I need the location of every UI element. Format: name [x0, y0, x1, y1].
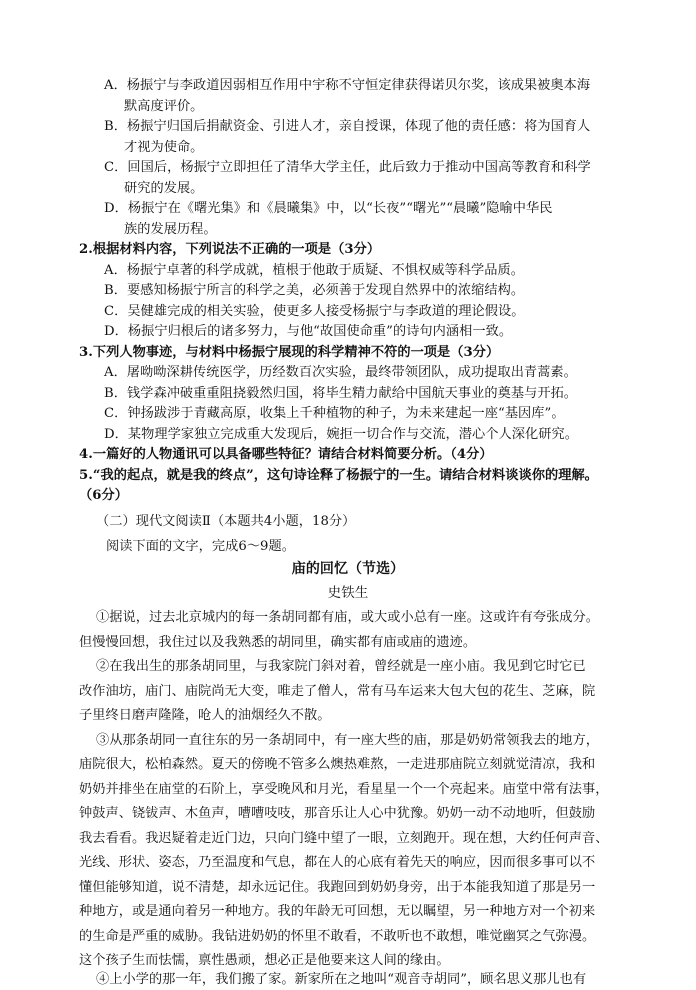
- passage-line: 但慢慢回想，我住过以及我熟悉的胡同里，确实都有庙或庙的遗迹。: [79, 635, 477, 650]
- q2-stem: 2.根据材料内容，下列说法不正确的一项是（3分）: [79, 242, 381, 257]
- passage-line: 改作油坊，庙门、庙院尚无大变，唯走了僧人，常有马车运来大包大包的花生、芝麻，院: [79, 684, 596, 699]
- passage-line: 这个孩子生而怯懦，禀性愚顽，想必正是他要来这人间的缘由。: [79, 953, 450, 968]
- q3-option-b: B．钱学森冲破重重阻挠毅然归国，将毕生精力献给中国航天事业的奠基与开拓。: [104, 386, 578, 401]
- q1-option-b-line2: 才视为使命。: [124, 140, 204, 155]
- article-title: 庙的回忆（节选）: [291, 561, 405, 577]
- passage-line: 懂但能够知道，说不清楚，却永远记住。我跑回到奶奶身旁，出于本能我知道了那是另一: [79, 880, 596, 895]
- passage-line: ④上小学的那一年，我们搬了家。新家所在之地叫“观音寺胡同”，顾名思义那儿也有: [96, 972, 587, 987]
- q3-stem: 3.下列人物事迹，与材料中杨振宁展现的科学精神不符的一项是（3分）: [79, 345, 500, 360]
- reading-instruction: 阅读下面的文字，完成6～9题。: [106, 539, 295, 554]
- q2-option-a: A．杨振宁卓著的科学成就，植根于他敢于质疑、不惧权威等科学品质。: [104, 263, 524, 278]
- q1-option-b-line1: B．杨振宁归国后捐献资金、引进人才，亲自授课，体现了他的责任感：将为国育人: [104, 119, 591, 134]
- q5-stem-line1: 5.“我的起点，就是我的终点”，这句诗诠释了杨振宁的一生。请结合材料谈谈你的理解。: [79, 468, 598, 483]
- q2-option-b: B．要感知杨振宁所言的科学之美，必须善于发现自然界中的浓缩结构。: [104, 283, 525, 298]
- section-heading: （二）现代文阅读Ⅱ（本题共4小题，18分）: [96, 514, 356, 529]
- passage-line: 奶奶并排坐在庙堂的石阶上，享受晚风和月光，看星星一个一个亮起来。庙堂中常有法事，: [79, 782, 609, 797]
- q2-option-d: D．杨振宁归根后的诸多努力，与他“故国使命重”的诗句内涵相一致。: [104, 324, 513, 339]
- passage-line: ③从那条胡同一直往东的另一条胡同中，有一座大些的庙，那是奶奶常领我去的地方，: [96, 733, 600, 748]
- article-author: 史铁生: [327, 585, 369, 601]
- passage-line: 种地方，或是通向着另一种地方。我的年龄无可回想，无以瞩望，另一种地方对一个初来: [79, 904, 596, 919]
- q1-option-c-line1: C．回国后，杨振宁立即担任了清华大学主任，此后致力于推动中国高等教育和科学: [104, 160, 591, 175]
- q4-stem: 4.一篇好的人物通讯可以具备哪些特征？请结合材料简要分析。（4分）: [79, 447, 493, 462]
- q3-option-c: C．钟扬跋涉于青藏高原，收集上千种植物的种子，为未来建起一座“基因库”。: [104, 406, 565, 421]
- passage-line: 钟鼓声、铙钹声、木鱼声，嘈嘈吱吱，那音乐让人心中犹豫。奶奶一动不动地听，但鼓励: [79, 806, 596, 821]
- passage-line: 我去看看。我迟疑着走近门边，只向门缝中望了一眼，立刻跑开。现在想，大约任何声音、: [79, 831, 609, 846]
- q2-option-c: C．吴健雄完成的相关实验，使更多人接受杨振宁与李政道的理论假设。: [104, 304, 525, 319]
- q3-option-a: A．屠呦呦深耕传统医学，历经数百次实验，最终带领团队，成功提取出青蒿素。: [104, 365, 577, 380]
- passage-line: 光线、形状、姿态，乃至温度和气息，都在人的心底有着先天的响应，因而很多事可以不: [79, 855, 596, 870]
- passage-line: ①据说，过去北京城内的每一条胡同都有庙，或大或小总有一座。这或许有夸张成分。: [96, 610, 600, 625]
- q1-option-c-line2: 研究的发展。: [124, 181, 204, 196]
- q5-stem-line2: （6分）: [79, 488, 128, 503]
- q1-option-d-line1: D．杨振宁在《曙光集》和《晨曦集》中，以“长夜”“曙光”“晨曦”隐喻中华民: [104, 201, 553, 216]
- passage-line: 庙院很大，松柏森然。夏天的傍晚不管多么燠热难熬，一走进那庙院立刻就觉清凉，我和: [79, 757, 596, 772]
- passage-line: 子里终日磨声隆隆，呛人的油烟经久不散。: [79, 708, 331, 723]
- q1-option-a-line1: A．杨振宁与李政道因弱相互作用中宇称不守恒定律获得诺贝尔奖，该成果被奥本海: [104, 78, 591, 93]
- q1-option-d-line2: 族的发展历程。: [124, 222, 217, 237]
- passage-line: ②在我出生的那条胡同里，与我家院门斜对着，曾经就是一座小庙。我见到它时它已: [96, 659, 586, 674]
- q1-option-a-line2: 默高度评价。: [124, 99, 204, 114]
- q3-option-d: D．某物理学家独立完成重大发现后，婉拒一切合作与交流，潜心个人深化研究。: [104, 427, 578, 442]
- passage-line: 的生命是严重的威胁。我钻进奶奶的怀里不敢看，不敢听也不敢想，唯觉幽冥之气弥漫。: [79, 929, 596, 944]
